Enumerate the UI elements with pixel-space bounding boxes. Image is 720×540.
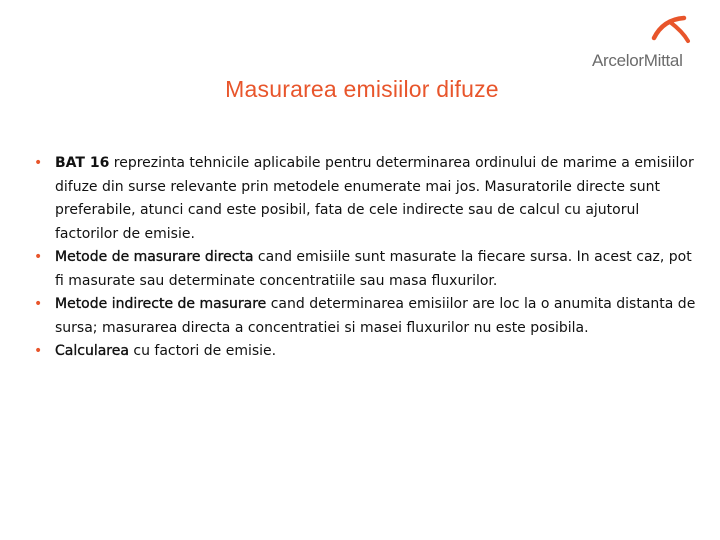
bullet-item [34,340,700,364]
bullet-list [34,152,700,364]
logo-text: ArcelorMittal [592,51,683,70]
bullet-text: cu factori de emisie. [128,343,277,359]
bullet-item [34,246,700,293]
bullet-term: Metode de masurare directa [55,249,254,265]
slide-title: Masurarea emisiilor difuze [225,76,499,102]
bullet-term: BAT 16 [55,155,110,171]
bullet-text: cand emisiile sunt masurate la fiecare sursa. In acest caz, pot fi masurate sau determinate concentratiile sau masa fluxurilor. [55,249,692,289]
arcelormittal-logo [584,14,694,70]
bullet-item [34,293,700,340]
bullet-term: Calcularea [55,343,129,359]
bullet-text: cand determinarea emisiilor are loc la o anumita distanta de sursa; masurarea directa a concentratiei si masei fluxurilor nu este posibila. [55,296,696,336]
bullet-dot-icon: • [34,343,43,359]
bullet-dot-icon: • [34,249,43,265]
bullet-dot-icon: • [34,155,43,171]
bullet-item [34,152,700,246]
bullet-term: Metode indirecte de masurare [55,296,267,312]
bullet-text: reprezinta tehnicile aplicabile pentru determinarea ordinului de marime a emisiilor difuze din surse relevante prin metodele enumerate mai jos. Masuratorile directe sunt preferabile, atunci cand este posibil, fata de cele indirecte sau de calcul cu ajutorul factorilor de emisie. [55,155,694,242]
bullet-dot-icon: • [34,296,43,312]
